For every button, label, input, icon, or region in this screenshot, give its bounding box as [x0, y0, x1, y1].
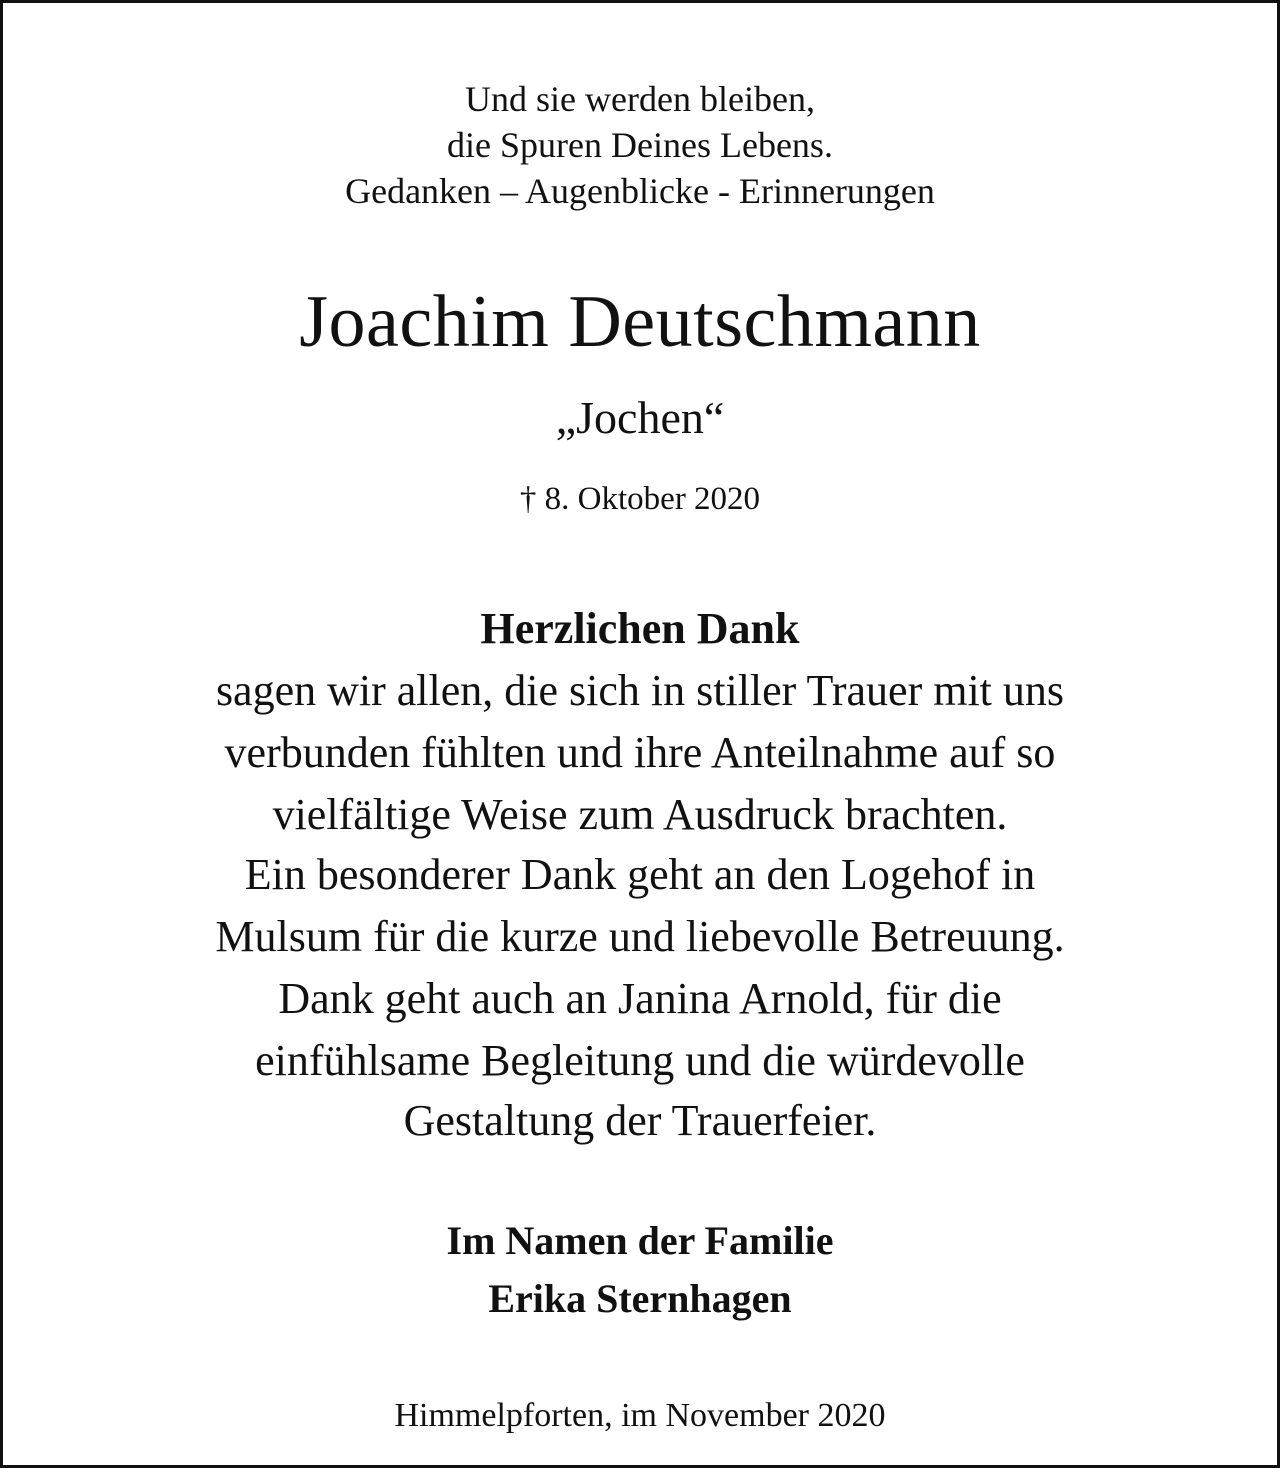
deceased-nickname: „Jochen“ [555, 392, 725, 443]
deceased-name: Joachim Deutschmann [299, 281, 981, 363]
signature-line-1: Im Namen der Familie [446, 1218, 834, 1263]
place-and-date: Himmelpforten, im November 2020 [394, 1397, 886, 1434]
thanks-line-4: Ein besonderer Dank geht an den Logehof in [244, 850, 1036, 899]
thanks-line-7: einfühlsame Begleitung und die würdevolle [255, 1036, 1025, 1085]
thanks-line-5: Mulsum für die kurze und liebevolle Betreuung. [215, 912, 1065, 961]
motto-line-1: Und sie werden bleiben, [465, 79, 815, 119]
motto-line-2: die Spuren Deines Lebens. [447, 125, 833, 165]
thanks-line-6: Dank geht auch an Janina Arnold, für die [278, 974, 1002, 1023]
thanks-line-2: verbunden fühlten und ihre Anteilnahme auf so [224, 728, 1056, 777]
thanks-heading: Herzlichen Dank [480, 604, 800, 653]
thanks-line-8: Gestaltung der Trauerfeier. [403, 1096, 877, 1145]
signature-line-2: Erika Sternhagen [488, 1276, 792, 1321]
thanks-line-3: vielfältige Weise zum Ausdruck brachten. [272, 790, 1008, 839]
motto-line-3: Gedanken – Augenblicke - Erinnerungen [345, 171, 935, 211]
thanks-line-1: sagen wir allen, die sich in stiller Trauer mit uns [215, 666, 1065, 715]
death-date: † 8. Oktober 2020 [519, 481, 761, 517]
